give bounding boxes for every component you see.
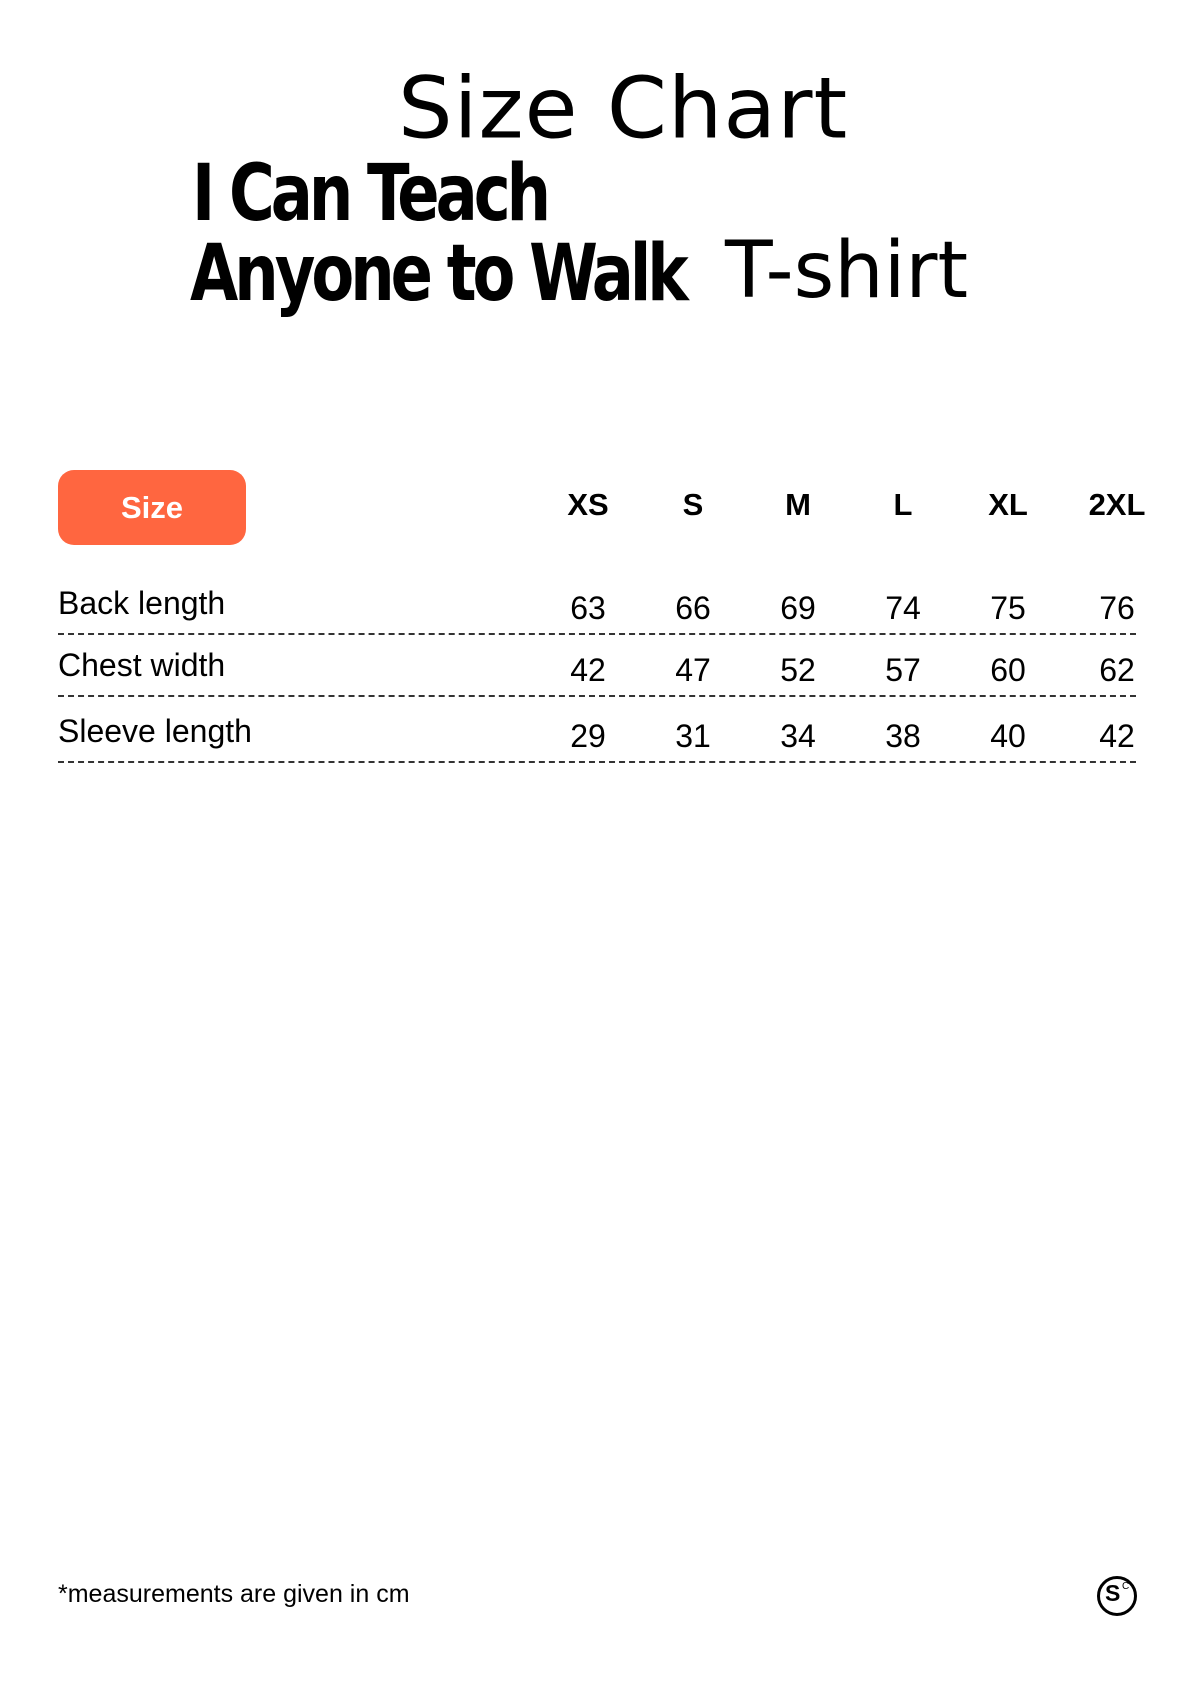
page-title: Size Chart xyxy=(398,60,849,158)
table-cell: 74 xyxy=(885,590,921,626)
logo-superscript: C xyxy=(1122,1581,1130,1592)
table-cell: 42 xyxy=(1099,718,1135,754)
table-cell: 62 xyxy=(1099,652,1135,688)
table-cell: 75 xyxy=(990,590,1026,626)
product-type: T-shirt xyxy=(725,226,969,316)
table-cell: 38 xyxy=(885,718,921,754)
table-cell: 31 xyxy=(675,718,711,754)
product-title-line-1: I Can Teach xyxy=(192,149,548,239)
row-divider xyxy=(58,633,1136,635)
size-header-s: S xyxy=(682,487,704,522)
table-cell: 66 xyxy=(675,590,711,626)
size-header-xs: XS xyxy=(567,487,609,522)
row-label-back-length: Back length xyxy=(58,585,226,621)
size-header-xl: XL xyxy=(988,487,1028,522)
table-cell: 60 xyxy=(990,652,1026,688)
table-cell: 63 xyxy=(570,590,606,626)
size-badge-label: Size xyxy=(120,489,184,525)
table-cell: 29 xyxy=(570,718,606,754)
size-header-m: M xyxy=(785,487,811,522)
product-title-line-2: Anyone to Walk xyxy=(190,229,685,319)
row-divider xyxy=(58,761,1136,763)
row-label-sleeve-length: Sleeve length xyxy=(58,713,252,749)
table-cell: 57 xyxy=(885,652,921,688)
measurement-note: *measurements are given in cm xyxy=(58,1580,410,1608)
table-cell: 69 xyxy=(780,590,816,626)
table-cell: 52 xyxy=(780,652,816,688)
size-badge xyxy=(58,470,246,545)
row-divider xyxy=(58,695,1136,697)
logo-letter: S xyxy=(1105,1580,1121,1606)
table-cell: 34 xyxy=(780,718,816,754)
table-cell: 47 xyxy=(675,652,711,688)
size-header-l: L xyxy=(893,487,913,522)
table-cell: 42 xyxy=(570,652,606,688)
row-label-chest-width: Chest width xyxy=(58,647,226,683)
table-cell: 40 xyxy=(990,718,1026,754)
table-cell: 76 xyxy=(1099,590,1135,626)
brand-logo-icon xyxy=(1097,1576,1137,1616)
size-header-2xl: 2XL xyxy=(1088,487,1146,522)
